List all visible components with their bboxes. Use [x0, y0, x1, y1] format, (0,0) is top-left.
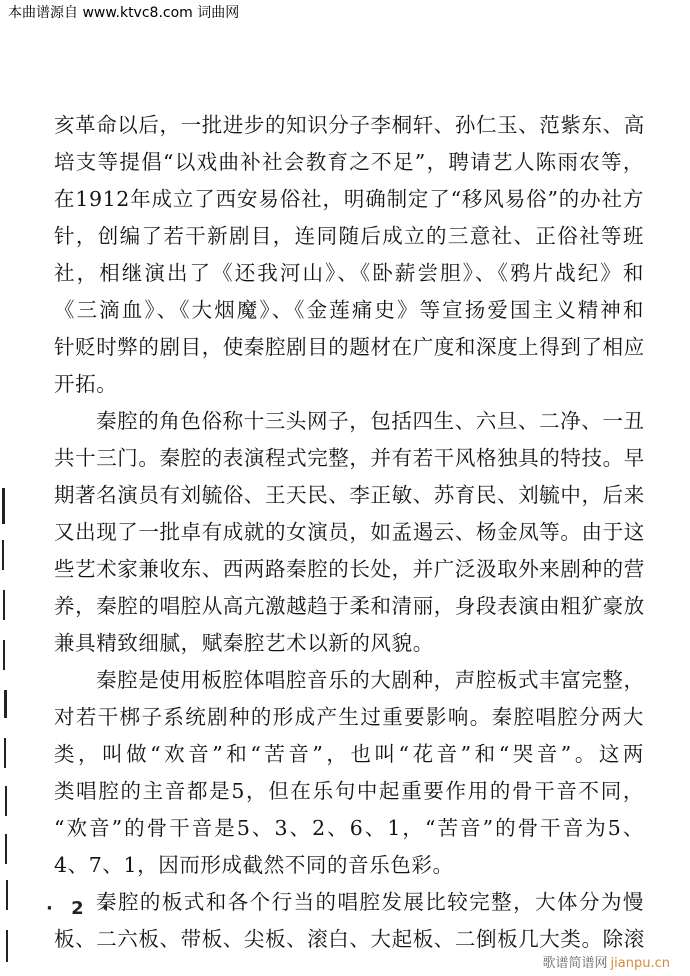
text-line: 针贬时弊的剧目，使秦腔剧目的题材在广度和深度上得到了相应 — [54, 335, 645, 359]
text-line: 秦腔是使用板腔体唱腔音乐的大剧种，声腔板式丰富完整， — [96, 668, 645, 692]
text-line: 些艺术家兼收东、西两路秦腔的长处，并广泛汲取外来剧种的营 — [54, 557, 645, 581]
text-line: 兼具精致细腻，赋秦腔艺术以新的风貌。 — [54, 631, 434, 655]
scan-margin-line — [6, 880, 8, 910]
text-line: 4、7、1，因而形成截然不同的音乐色彩。 — [54, 853, 454, 877]
text-line: 对若干梆子系统剧种的形成产生过重要影响。秦腔唱腔分两大 — [54, 705, 644, 729]
text-line: 社，相继演出了《还我河山》、《卧薪尝胆》、《鸦片战纪》和 — [54, 261, 644, 285]
text-line: 针，创编了若干新剧目，连同随后成立的三意社、正俗社等班 — [54, 224, 644, 248]
text-line: 亥革命以后，一批进步的知识分子李桐轩、孙仁玉、范紫东、高 — [54, 113, 645, 137]
text-line: 开拓。 — [54, 372, 118, 396]
text-line: “欢音”的骨干音是5、3、2、6、1，“苦音”的骨干音为5、 — [54, 816, 644, 840]
text-line: 秦腔的角色俗称十三头网子，包括四生、六旦、二净、一丑 — [96, 409, 645, 433]
scan-margin-line — [4, 738, 6, 768]
text-line: 共十三门。秦腔的表演程式完整，并有若干风格独具的特技。早 — [54, 446, 645, 470]
scan-margin-line — [5, 786, 7, 816]
text-line: 养，秦腔的唱腔从高亢激越趋于柔和清丽，身段表演由粗犷豪放 — [54, 594, 645, 618]
text-line: 培支等提倡“以戏曲补社会教育之不足”，聘请艺人陈雨农等， — [54, 150, 644, 174]
text-line: 《三滴血》、《大烟魔》、《金莲痛史》等宣扬爱国主义精神和 — [54, 298, 644, 322]
scan-margin-line — [2, 540, 4, 570]
scan-margin-line — [2, 488, 5, 524]
scan-margin-line — [4, 690, 7, 718]
scan-margin-line — [3, 640, 5, 670]
text-line: 在1912年成立了西安易俗社，明确制定了“移风易俗”的办社方 — [54, 187, 644, 211]
scan-margin-line — [5, 834, 7, 864]
site-watermark-url: jianpu.cn — [610, 956, 670, 971]
site-watermark — [543, 952, 670, 971]
page-number: · 2 · — [46, 898, 115, 919]
text-line: 类，叫做“欢音”和“苦音”，也叫“花音”和“哭音”。这两 — [54, 742, 644, 766]
text-line: 类唱腔的主音都是5，但在乐句中起重要作用的骨干音不同， — [54, 779, 644, 803]
scan-margin-line — [3, 590, 5, 620]
text-line: 秦腔的板式和各个行当的唱腔发展比较完整，大体分为慢 — [96, 890, 644, 914]
text-line: 又出现了一批卓有成就的女演员，如孟遏云、杨金凤等。由于这 — [54, 520, 645, 544]
text-line: 期著名演员有刘毓俗、王天民、李正敏、苏育民、刘毓中，后来 — [54, 483, 645, 507]
source-watermark: 本曲谱源自 www.ktvc8.com 词曲网 — [8, 5, 240, 21]
document-body — [54, 107, 644, 958]
scan-margin-line — [6, 930, 8, 962]
text-line: 板、二六板、带板、尖板、滚白、大起板、二倒板几大类。除滚 — [54, 927, 645, 951]
site-watermark-label: 歌谱简谱网 — [542, 956, 608, 971]
